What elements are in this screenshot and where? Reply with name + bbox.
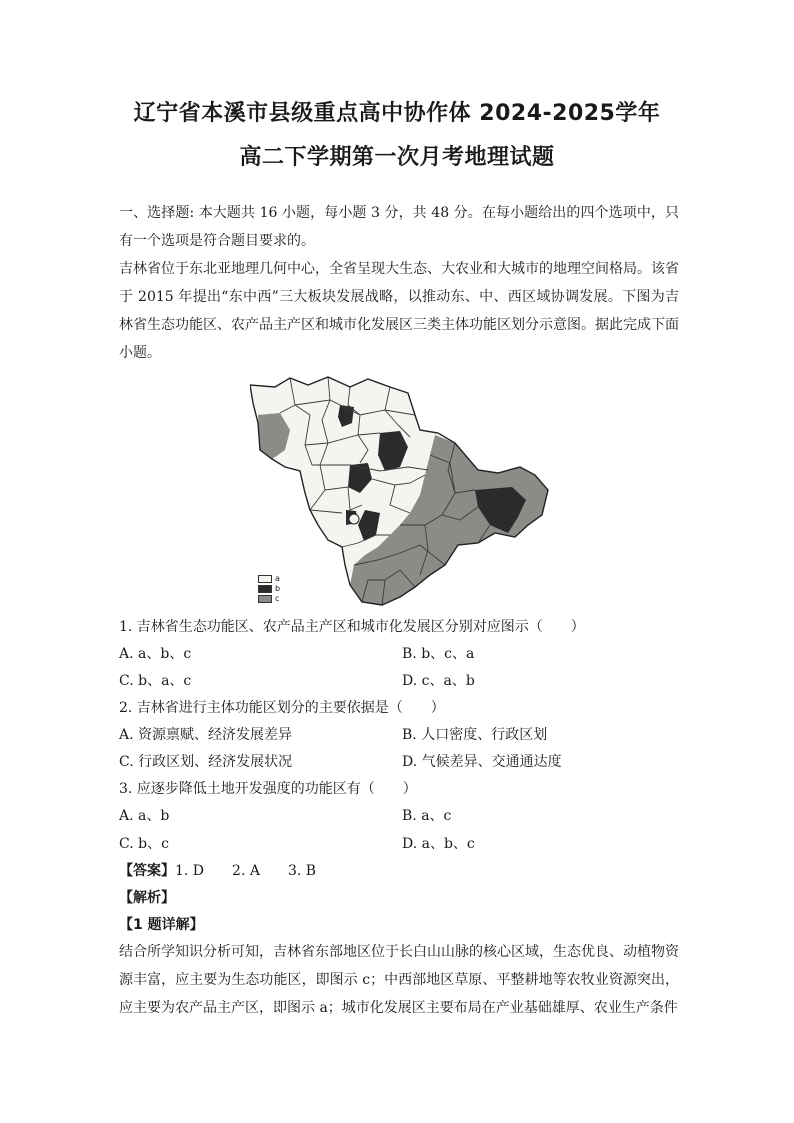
page-title-line-2: 高二下学期第一次月考地理试题 <box>239 145 555 170</box>
analysis-label: 【解析】 <box>119 890 175 906</box>
question-1-option-c: C. b、a、c <box>119 673 192 689</box>
question-3-option-a: A. a、b <box>119 808 170 824</box>
section-intro: 一、选择题: 本大题共 16 小题，每小题 3 分，共 48 分。在每小题给出的四个选项中，只有一个选项是符合题目要求的。 <box>119 205 679 249</box>
question-2-option-b: B. 人口密度、行政区划 <box>402 727 548 743</box>
question-1-option-d: D. c、a、b <box>402 673 475 689</box>
legend-swatch-a <box>258 575 272 583</box>
question-1-option-a: A. a、b、c <box>119 646 192 662</box>
question-1-option-b: B. b、c、a <box>402 646 475 662</box>
legend-label-c: c <box>275 594 280 603</box>
detail-text-q1: 结合所学知识分析可知，吉林省东部地区位于长白山山脉的核心区域，生态优良、动植物资源丰富，应主要为生态功能区，即图示 c；中西部地区草原、平整耕地等农牧业资源突出，应主要为农产品主产区，即图示 a；城市化发展区主要布局在产业基础雄厚、农业生产条件 <box>119 944 679 1016</box>
question-3-option-c: C. b、c <box>119 836 169 852</box>
question-2-option-a: A. 资源禀赋、经济发展差异 <box>119 727 293 743</box>
page-title-line-1: 辽宁省本溪市县级重点高中协作体 2024-2025学年 <box>133 101 661 126</box>
question-3-stem: 3. 应逐步降低土地开发强度的功能区有（ ） <box>119 781 417 797</box>
legend-label-b: b <box>275 584 281 593</box>
answer-label: 【答案】 <box>119 863 175 879</box>
detail-label-q1: 【1 题详解】 <box>119 917 204 933</box>
question-1-stem: 1. 吉林省生态功能区、农产品主产区和城市化发展区分别对应图示（ ） <box>119 619 585 635</box>
question-3-option-b: B. a、c <box>402 808 452 824</box>
legend-swatch-c <box>258 595 272 603</box>
answer-row <box>119 861 316 881</box>
question-2-option-d: D. 气候差异、交通通达度 <box>402 754 562 770</box>
question-3-option-d: D. a、b、c <box>402 836 475 852</box>
answer-values: 1. D 2. A 3. B <box>175 863 317 879</box>
question-2-stem: 2. 吉林省进行主体功能区划分的主要依据是（ ） <box>119 700 445 716</box>
jilin-function-zone-map <box>250 375 550 610</box>
question-2-option-c: C. 行政区划、经济发展状况 <box>119 754 293 770</box>
legend-label-a: a <box>275 574 280 583</box>
city-circle <box>349 514 359 524</box>
question-material: 吉林省位于东北亚地理几何中心，全省呈现大生态、大农业和大城市的地理空间格局。该省于 2015 年提出“东中西”三大板块发展战略，以推动东、中、西区域协调发展。下图为吉林省生态功能区、农产品主产区和城市化发展区三类主体功能区划分示意图。据此完成下面小题。 <box>119 261 679 361</box>
legend-swatch-b <box>258 585 272 593</box>
